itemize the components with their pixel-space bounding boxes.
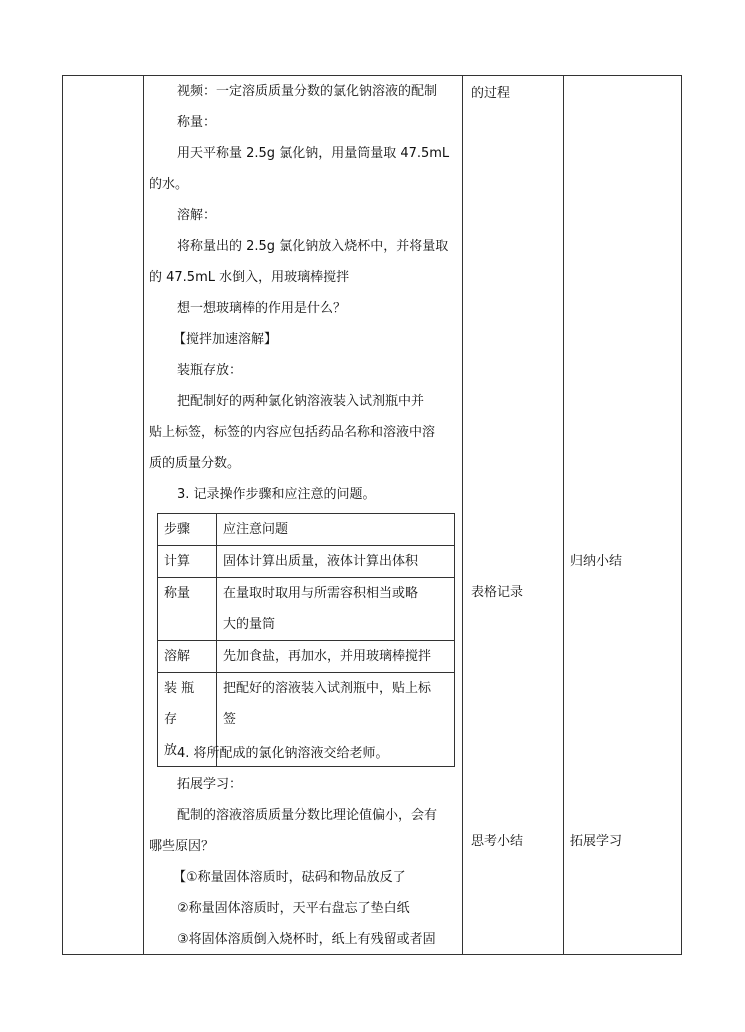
content-line: 质的质量分数。 xyxy=(149,456,241,471)
step-note xyxy=(217,641,455,673)
content-line: ③将固体溶质倒入烧杯时，纸上有残留或者固 xyxy=(177,932,436,947)
content-line: 把配制好的两种氯化钠溶液装入试剂瓶中并 xyxy=(177,394,425,409)
lesson-table xyxy=(62,75,682,955)
content-line: 哪些原因？ xyxy=(149,839,215,854)
content-line: 视频：一定溶质质量分数的氯化钠溶液的配制 xyxy=(177,84,438,99)
step-name-line: 计算 xyxy=(164,554,191,569)
column-divider xyxy=(462,76,463,954)
student-activity-top: 的过程 xyxy=(471,86,511,101)
teaching-content-column xyxy=(143,76,461,947)
content-line: ②称量固体溶质时，天平右盘忘了垫白纸 xyxy=(177,901,410,916)
step-note-line: 先加食盐，再加水，并用玻璃棒搅拌 xyxy=(223,649,432,664)
step-name xyxy=(158,641,217,673)
content-line: 装瓶存放： xyxy=(177,363,243,378)
content-line: 的 47.5mL 水倒入，用玻璃棒搅拌 xyxy=(149,270,350,285)
step-note xyxy=(217,578,455,641)
content-line: 【搅拌加速溶解】 xyxy=(173,332,278,347)
content-paragraphs xyxy=(143,76,461,510)
content-line: 的水。 xyxy=(149,177,189,192)
step-name-line: 溶解 xyxy=(164,649,191,664)
step-note-line: 固体计算出质量，液体计算出体积 xyxy=(223,554,419,569)
step-name xyxy=(158,578,217,641)
step-name xyxy=(158,546,217,578)
content-line: 3. 记录操作步骤和应注意的问题。 xyxy=(177,487,376,502)
content-line: 将称量出的 2.5g 氯化钠放入烧杯中，并将量取 xyxy=(177,239,449,254)
step-note-line: 大的量筒 xyxy=(223,617,276,632)
step-note-line: 把配好的溶液装入试剂瓶中，贴上标 xyxy=(223,681,432,696)
content-line: 溶解： xyxy=(177,208,217,223)
content-line: 拓展学习： xyxy=(177,777,243,792)
table-row xyxy=(158,641,455,673)
header-note: 应注意问题 xyxy=(217,514,455,546)
steps-table xyxy=(157,513,455,767)
step-note-line: 签 xyxy=(223,712,237,727)
step-note-line: 在量取时取用与所需容积相当或略 xyxy=(223,586,419,601)
steps-table-header xyxy=(158,514,455,546)
design-intent-extend: 拓展学习 xyxy=(570,834,623,849)
content-line: 称量： xyxy=(177,115,217,130)
design-intent-summary: 归纳小结 xyxy=(570,554,623,569)
content-line: 想一想玻璃棒的作用是什么？ xyxy=(177,301,347,316)
content-line: 4. 将所配成的氯化钠溶液交给老师。 xyxy=(177,746,389,761)
column-divider xyxy=(563,76,564,954)
student-activity-think-summary: 思考小结 xyxy=(471,834,524,849)
content-line: 【①称量固体溶质时，砝码和物品放反了 xyxy=(173,870,406,885)
step-name-line: 放 xyxy=(164,743,178,758)
content-line: 配制的溶液溶质质量分数比理论值偏小，会有 xyxy=(177,808,438,823)
content-line: 用天平称量 2.5g 氯化钠，用量筒量取 47.5mL xyxy=(177,146,450,161)
content-paragraphs-continued xyxy=(143,738,461,955)
table-row xyxy=(158,578,455,641)
content-line: 贴上标签，标签的内容应包括药品名称和溶液中溶 xyxy=(149,425,436,440)
step-name-line: 称量 xyxy=(164,586,191,601)
header-step: 步骤 xyxy=(158,514,217,546)
table-row xyxy=(158,546,455,578)
student-activity-table-record: 表格记录 xyxy=(471,585,524,600)
step-name-line: 装 瓶 存 xyxy=(164,681,195,727)
step-note xyxy=(217,546,455,578)
